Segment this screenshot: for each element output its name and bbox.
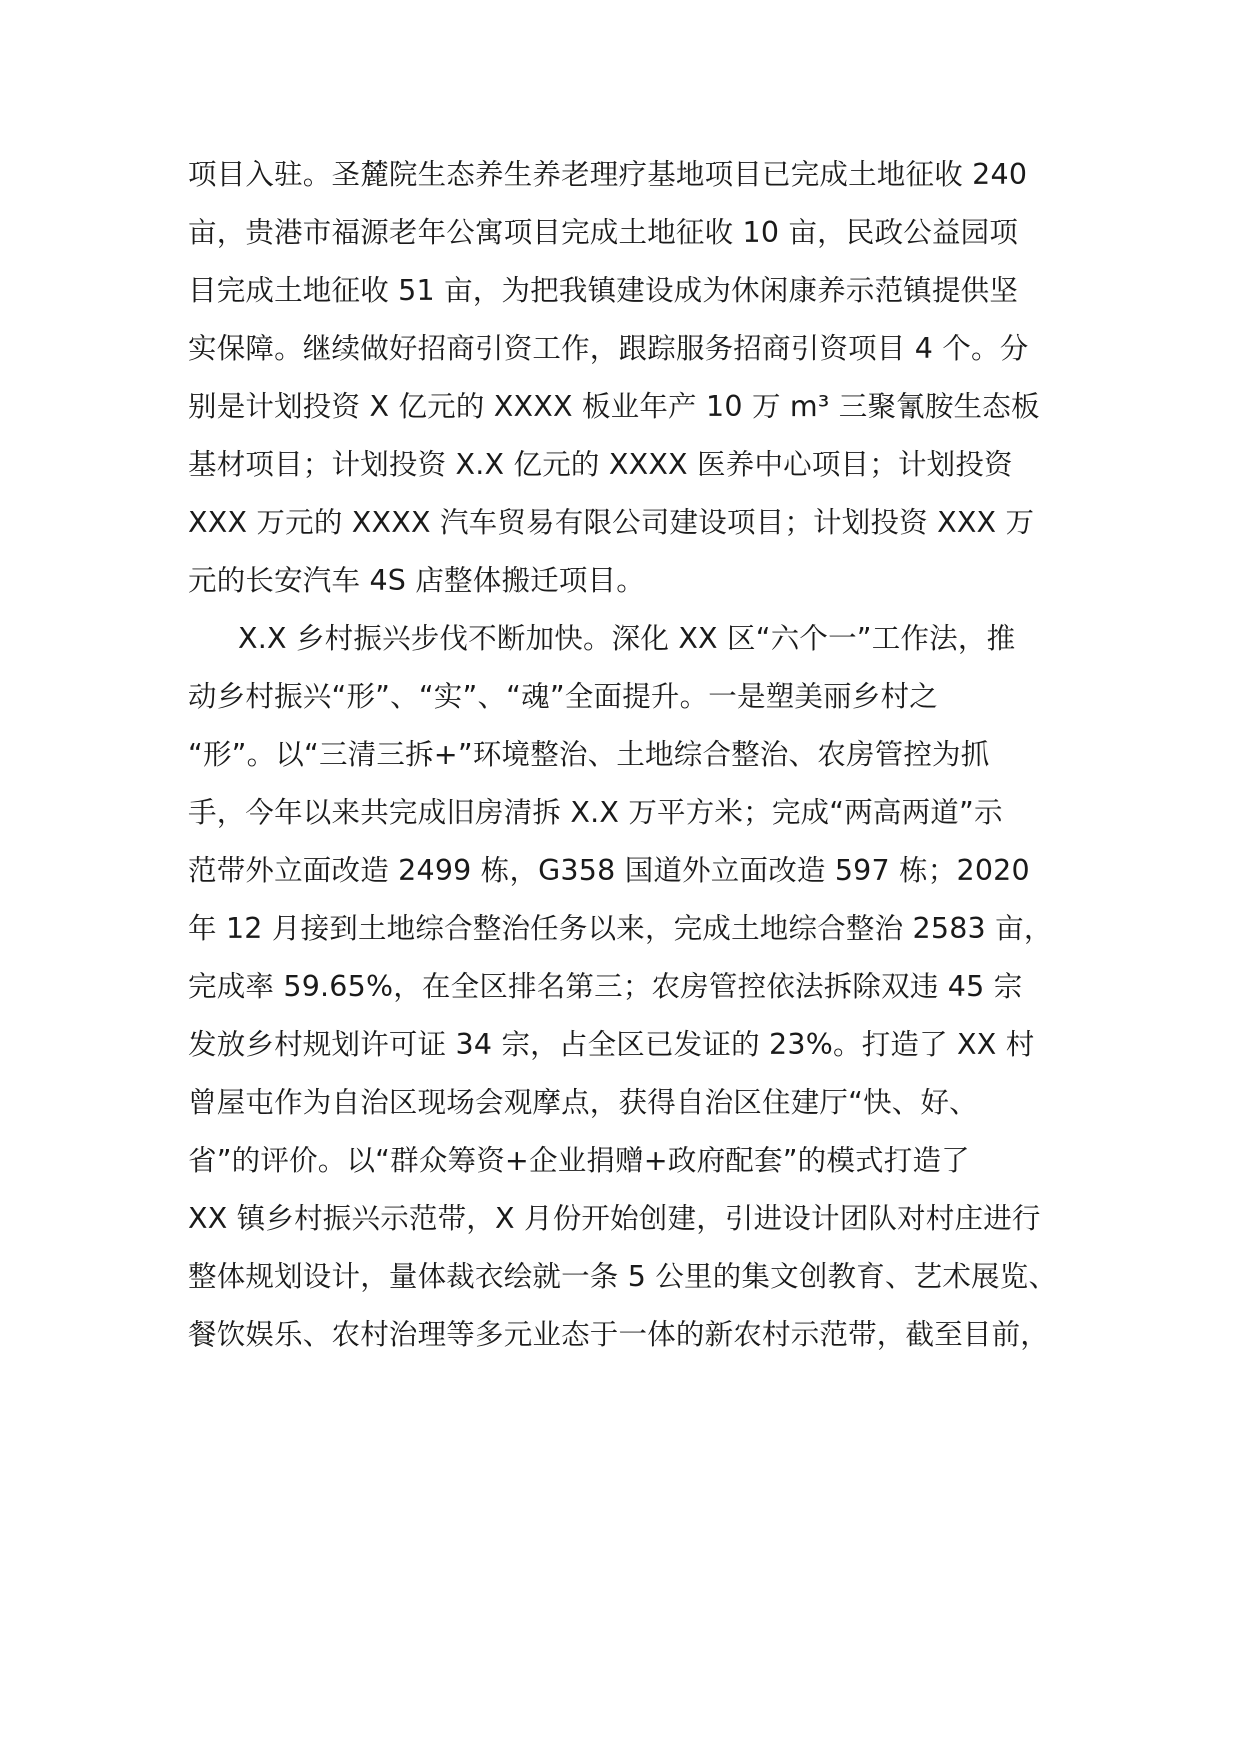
text-line: XX 镇乡村振兴示范带，X 月份开始创建，引进设计团队对村庄进行	[188, 1202, 1041, 1235]
text-line: 手，今年以来共完成旧房清拆 X.X 万平方米；完成“两高两道”示	[188, 796, 1003, 829]
text-line: 项目入驻。圣麓院生态养生养老理疗基地项目已完成土地征收 240	[188, 158, 1028, 191]
text-line: “形”。以“三清三拆+”环境整治、土地综合整治、农房管控为抓	[188, 738, 990, 771]
text-line: 完成率 59.65%，在全区排名第三；农房管控依法拆除双违 45 宗	[188, 970, 1023, 1003]
text-line: 省”的评价。以“群众筹资+企业捐赠+政府配套”的模式打造了	[188, 1144, 970, 1177]
text-line: 动乡村振兴“形”、“实”、“魂”全面提升。一是塑美丽乡村之	[188, 680, 938, 713]
text-line: 年 12 月接到土地综合整治任务以来，完成土地综合整治 2583 亩，	[188, 912, 1053, 945]
text-line: 元的长安汽车 4S 店整体搬迁项目。	[188, 564, 645, 597]
text-line: 发放乡村规划许可证 34 宗，占全区已发证的 23%。打造了 XX 村	[188, 1028, 1035, 1061]
text-line: 整体规划设计，量体裁衣绘就一条 5 公里的集文创教育、艺术展览、	[188, 1260, 1058, 1293]
text-line: 目完成土地征收 51 亩，为把我镇建设成为休闲康养示范镇提供坚	[188, 274, 1019, 307]
text-line: 基材项目；计划投资 X.X 亿元的 XXXX 医养中心项目；计划投资	[188, 448, 1013, 481]
text-line: 范带外立面改造 2499 栋，G358 国道外立面改造 597 栋；2020	[188, 854, 1030, 887]
text-line: 曾屋屯作为自治区现场会观摩点，获得自治区住建厅“快、好、	[188, 1086, 978, 1119]
text-line: 实保障。继续做好招商引资工作，跟踪服务招商引资项目 4 个。分	[188, 332, 1029, 365]
text-line: XXX 万元的 XXXX 汽车贸易有限公司建设项目；计划投资 XXX 万	[188, 506, 1035, 539]
text-line: 亩，贵港市福源老年公寓项目完成土地征收 10 亩，民政公益园项	[188, 216, 1019, 249]
text-line: 餐饮娱乐、农村治理等多元业态于一体的新农村示范带，截至目前，	[188, 1318, 1050, 1351]
paragraph-start-line: X.X 乡村振兴步伐不断加快。深化 XX 区“六个一”工作法，推	[238, 622, 1016, 655]
text-line: 别是计划投资 X 亿元的 XXXX 板业年产 10 万 m³ 三聚氰胺生态板	[188, 390, 1040, 423]
